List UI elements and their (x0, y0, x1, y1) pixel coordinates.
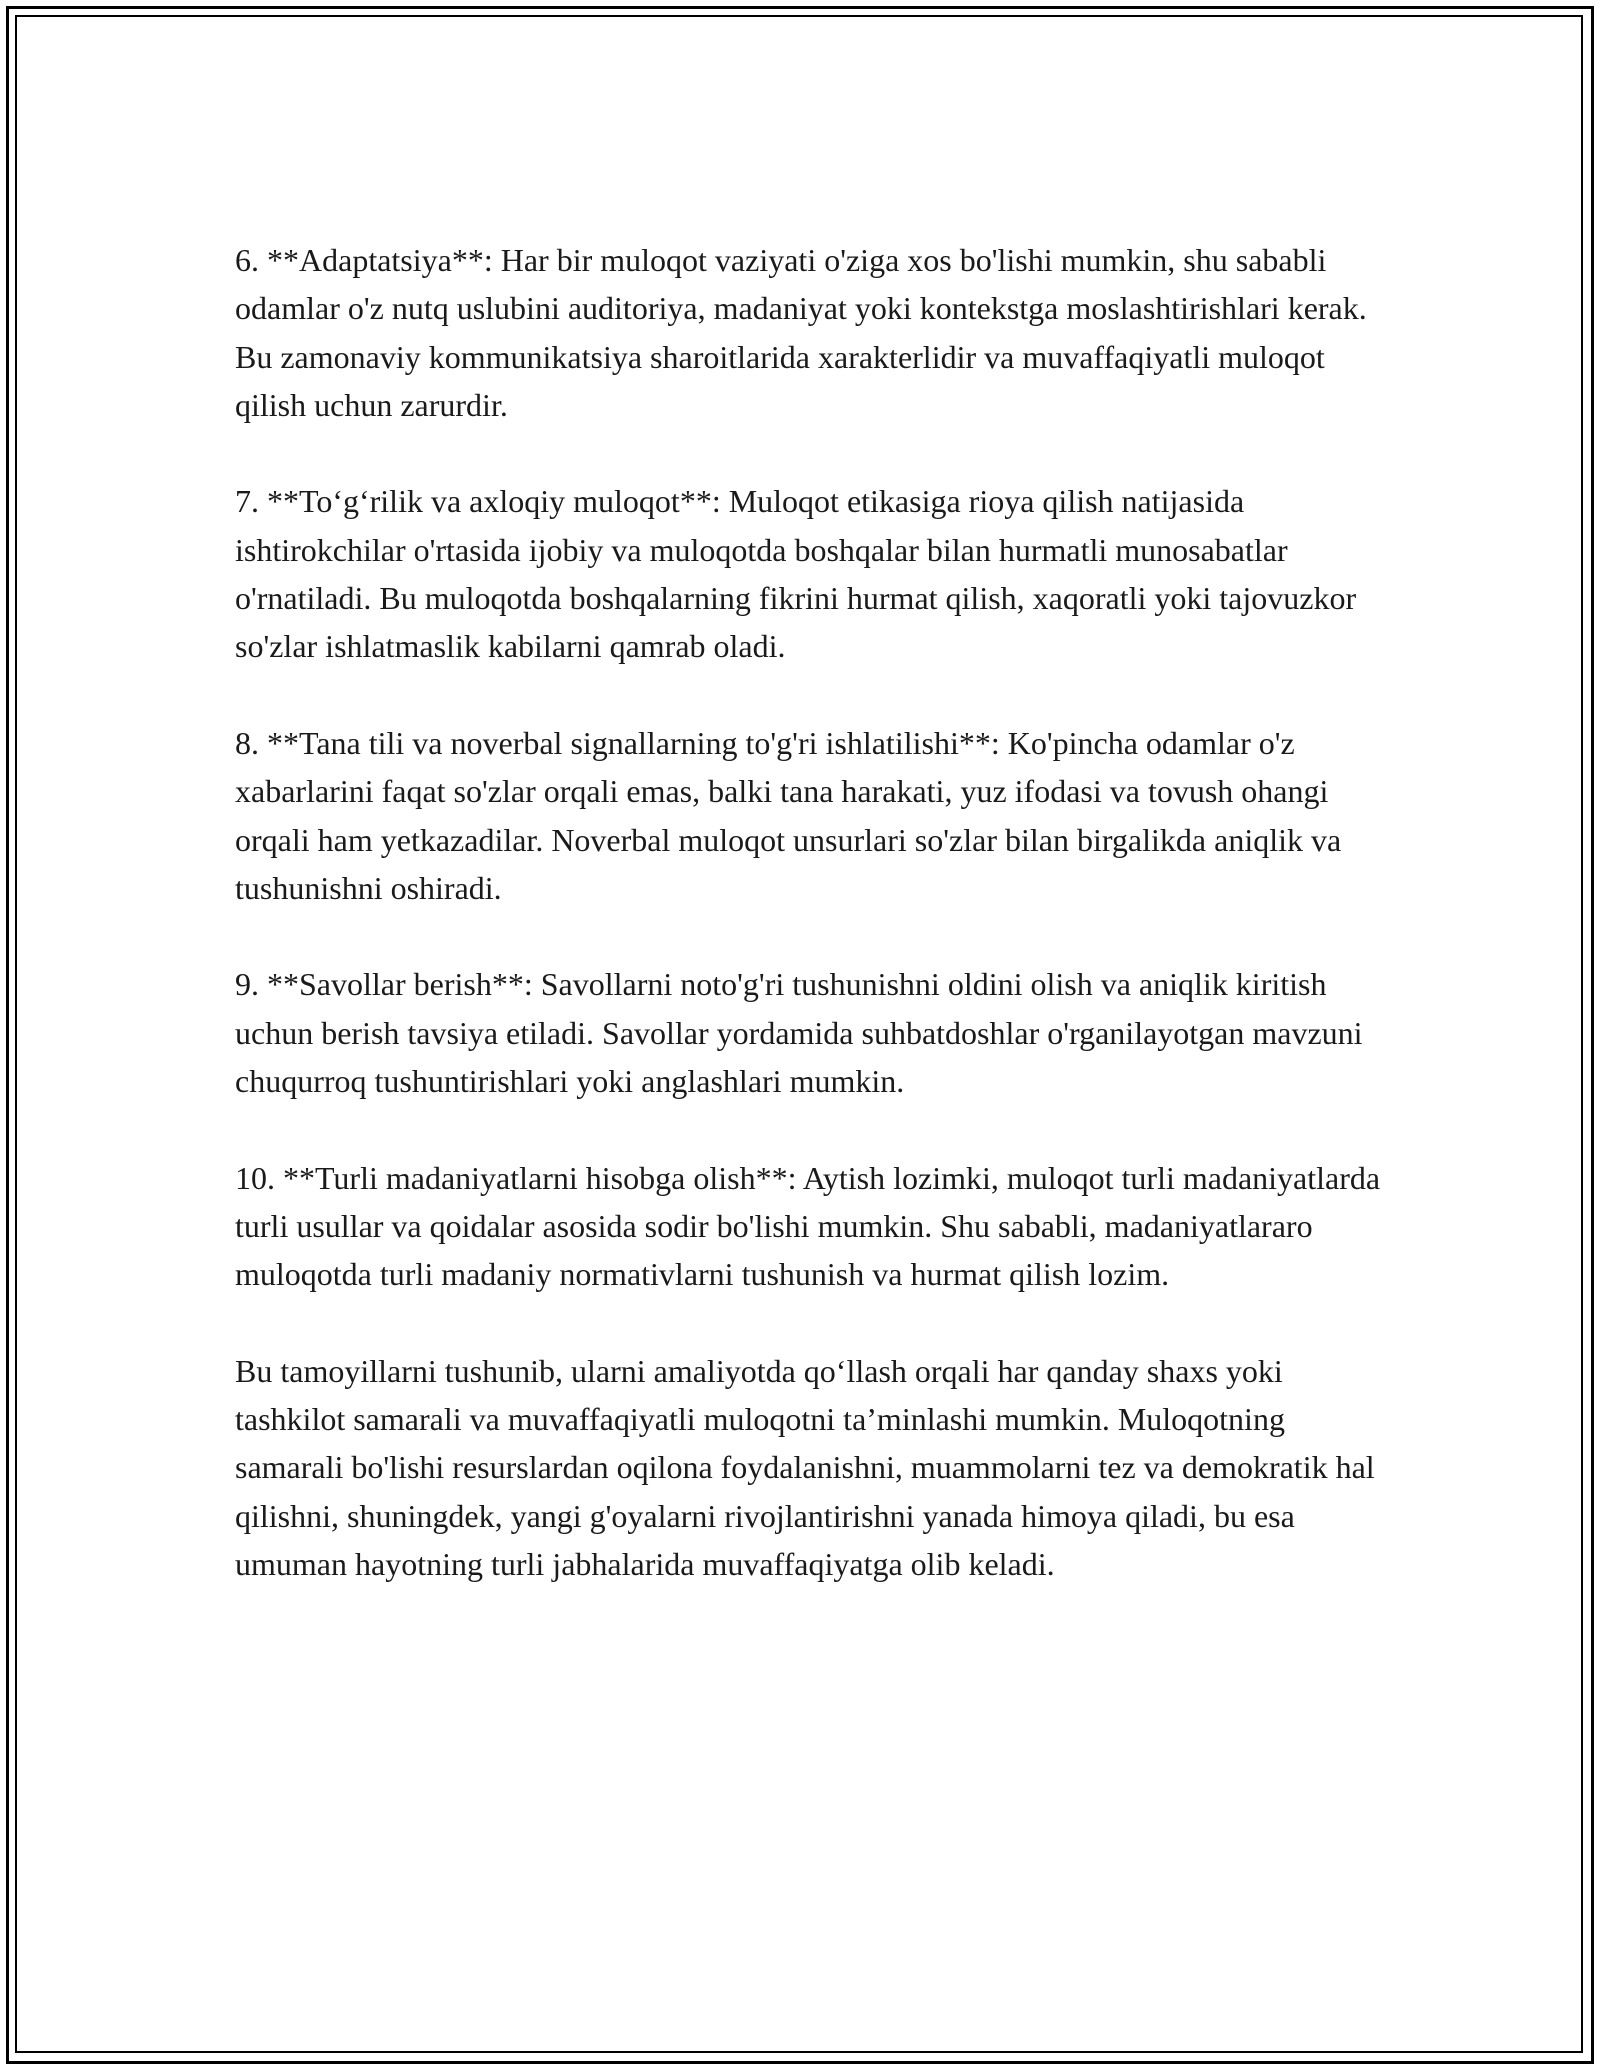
paragraph-togrilik: 7. **To‘g‘rilik va axloqiy muloqot**: Muloqot etikasiga rioya qilish natijasida ishtirokchilar o'rtasida ijobiy va muloqotda boshqalar bilan hurmatli munosabatlar o'rnatiladi. Bu muloqotda boshqalarning fikrini hurmat qilish, xaqoratli yoki tajovuzkor so'zlar ishlatmaslik kabilarni qamrab oladi. (235, 483, 1357, 665)
document-body (235, 236, 1395, 1588)
paragraph-savollar: 9. **Savollar berish**: Savollarni noto'g'ri tushunishni oldini olish va aniqlik kiritish uchun berish tavsiya etiladi. Savollar yordamida suhbatdoshlar o'rganilayotgan mavzuni chuqurroq tushuntirishlari yoki anglashlari mumkin. (235, 966, 1363, 1100)
paragraph-tana-tili: 8. **Tana tili va noverbal signallarning to'g'ri ishlatilishi**: Ko'pincha odamlar o'z xabarlarini faqat so'zlar orqali emas, balki tana harakati, yuz ifodasi va tovush ohangi orqali ham yetkazadilar. Noverbal muloqot unsurlari so'zlar bilan birgalikda aniqlik va tushunishni oshiradi. (235, 724, 1342, 906)
paragraph-conclusion: Bu tamoyillarni tushunib, ularni amaliyotda qo‘llash orqali har qanday shaxs yoki tashkilot samarali va muvaffaqiyatli muloqotni ta’minlashi mumkin. Muloqotning samarali bo'lishi resurslardan oqilona foydalanishni, muammolarni tez va demokratik hal qilishni, shuningdek, yangi g'oyalarni rivojlantirishni yanada himoya qiladi, bu esa umuman hayotning turli jabhalarida muvaffaqiyatga olib keladi. (235, 1352, 1375, 1583)
paragraph-adaptatsiya: 6. **Adaptatsiya**: Har bir muloqot vaziyati o'ziga xos bo'lishi mumkin, shu sababli odamlar o'z nutq uslubini auditoriya, madaniyat yoki kontekstga moslashtirishlari kerak. Bu zamonaviy kommunikatsiya sharoitlarida xarakterlidir va muvaffaqiyatli muloqot qilish uchun zarurdir. (235, 242, 1367, 423)
paragraph-madaniyatlar: 10. **Turli madaniyatlarni hisobga olish**: Aytish lozimki, muloqot turli madaniyatlarda turli usullar va qoidalar asosida sodir bo'lishi mumkin. Shu sababli, madaniyatlararo muloqotda turli madaniy normativlarni tushunish va hurmat qilish lozim. (235, 1159, 1381, 1293)
